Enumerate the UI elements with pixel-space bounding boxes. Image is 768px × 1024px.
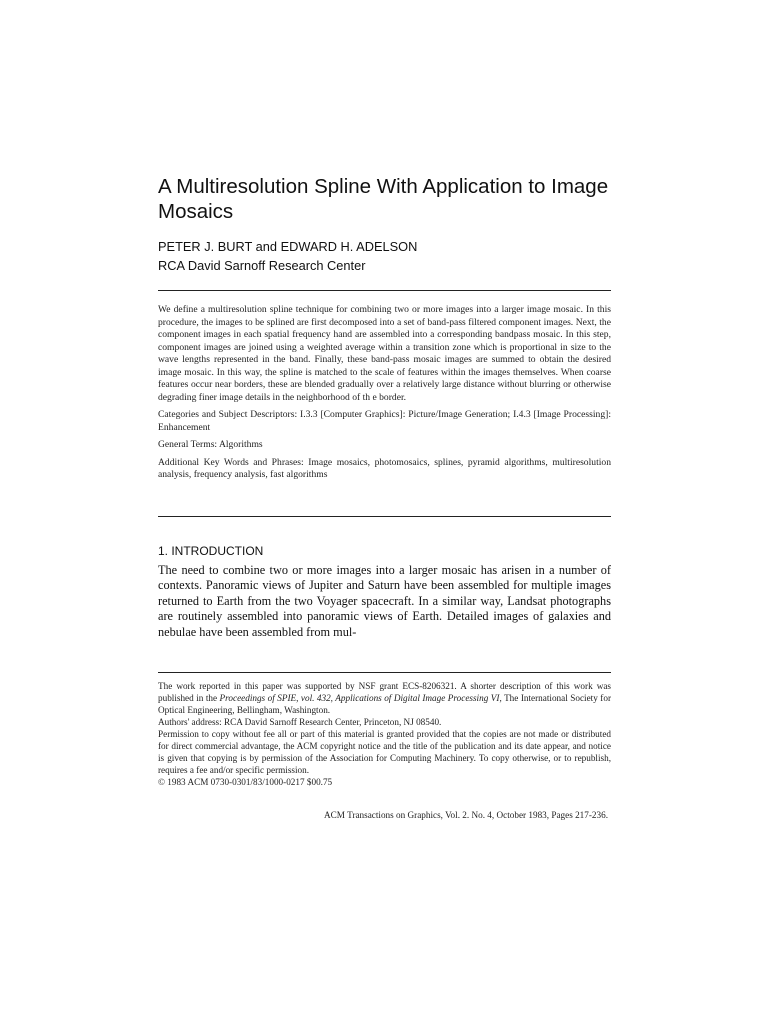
proceedings-citation: Proceedings of SPIE, vol. 432, Applications of Digital Image Processing VI,	[219, 693, 502, 703]
funding-note-text: The work reported in this paper was supported by NSF grant ECS-8206321. A shorter description of this work was published in the	[158, 681, 611, 703]
abstract-top-rule	[158, 290, 611, 291]
general-terms: General Terms: Algorithms	[158, 439, 263, 450]
abstract-text: We define a multiresolution spline technique for combining two or more images into a larger image mosaic. In this procedure, the images to be splined are first decomposed into a set of band-pass filtered component images. Next, the component images in each spatial frequency hand are assembled into a corresponding bandpass mosaic. In this step, component images are joined using a weighted average within a transition zone which is proportional in size to the wave lengths represented in the band. Finally, these band-pass mosaic images are summed to obtain the desired image mosaic. In this way, the spline is matched to the scale of features within the images themselves. When coarse features occur near borders, these are blended gradually over a relatively large distance without blurring or otherwise degrading finer image details in the neighborhood of th e border.	[158, 304, 611, 403]
section-heading-introduction: 1. INTRODUCTION	[158, 544, 264, 558]
copyright-notice: © 1983 ACM 0730-0301/83/1000-0217 $00.75	[158, 777, 333, 787]
authors-address: Authors' address: RCA David Sarnoff Research Center, Princeton, NJ 08540.	[158, 717, 442, 727]
subject-categories: Categories and Subject Descriptors: I.3.3 [Computer Graphics]: Picture/Image Generation; I.4.3 [Image Processing]: Enhancement	[158, 409, 611, 433]
author-affiliation: RCA David Sarnoff Research Center	[158, 258, 366, 273]
author-names: PETER J. BURT and EDWARD H. ADELSON	[158, 239, 418, 254]
footnote-block	[158, 680, 611, 788]
footnote-rule	[158, 672, 611, 673]
permission-notice: Permission to copy without fee all or part of this material is granted provided that the copies are not made or distributed for direct commercial advantage, the ACM copyright notice and the title of the publication and its date appear, and notice is given that copying is by permission of the Association for Computing Machinery. To copy otherwise, or to republish, requires a fee and/or specific permission.	[158, 729, 611, 775]
abstract-block	[158, 304, 611, 487]
paper-title: A Multiresolution Spline With Application to Image Mosaics	[158, 175, 609, 223]
journal-citation: ACM Transactions on Graphics, Vol. 2. No. 4, October 1983, Pages 217-236.	[324, 810, 608, 820]
key-words: Additional Key Words and Phrases: Image mosaics, photomosaics, splines, pyramid algorithms, multiresolution analysis, frequency analysis, fast algorithms	[158, 456, 611, 480]
publisher-text: The International Society for Optical Engineering, Bellingham, Washington.	[158, 693, 612, 715]
author-block	[158, 237, 612, 275]
funding-note	[158, 680, 611, 716]
introduction-paragraph: The need to combine two or more images into a larger mosaic has arisen in a number of contexts. Panoramic views of Jupiter and Saturn have been assembled for multiple images returned to Earth from the two Voyager spacecraft. In a similar way, Landsat photographs are routinely assembled into panoramic views of Earth. Detailed images of galaxies and nebulae have been assembled from mul-	[158, 563, 611, 639]
abstract-bottom-rule	[158, 516, 611, 517]
